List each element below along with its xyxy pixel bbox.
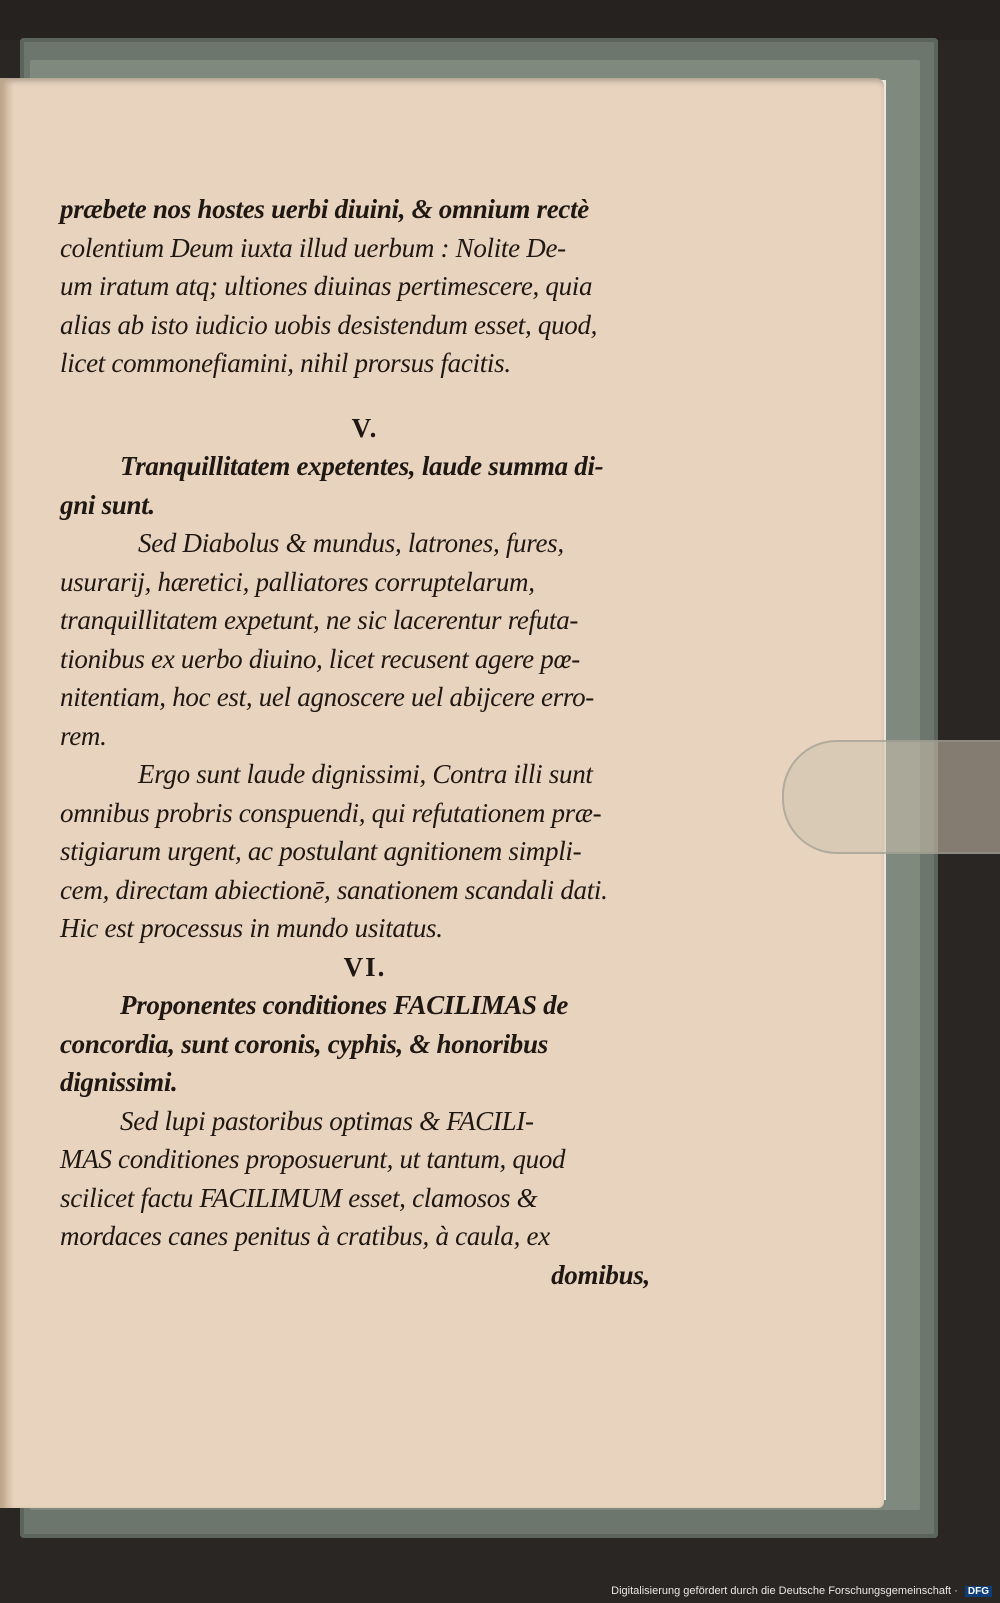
text-line: nitentiam, hoc est, uel agnoscere uel abijcere erro-: [60, 682, 594, 712]
background-top: [0, 0, 1000, 40]
section-heading: concordia, sunt coronis, cyphis, & honoribus: [60, 1028, 548, 1059]
section-heading: dignissimi.: [60, 1067, 178, 1097]
footer-credit-text: Digitalisierung gefördert durch die Deutsche Forschungsgemeinschaft ·: [611, 1585, 958, 1597]
page-clip: [782, 740, 1000, 854]
text-line: MAS conditiones proposuerunt, ut tantum, quod: [60, 1144, 566, 1174]
text-line: omnibus probris conspuendi, qui refutationem præ-: [60, 797, 602, 828]
page-spine-shadow: [0, 78, 14, 1508]
section-number: V.: [351, 412, 379, 443]
catchword: domibus,: [551, 1259, 650, 1290]
text-line: licet commonefiamini, nihil prorsus facitis.: [60, 348, 511, 378]
text-line: mordaces canes penitus à cratibus, à caula, ex: [60, 1221, 550, 1251]
text-line: um iratum atq; ultiones diuinas pertimescere, quia: [60, 271, 593, 301]
text-line: scilicet factu FACILIMUM esset, clamosos &: [60, 1182, 538, 1213]
section-heading: gni sunt.: [60, 489, 155, 520]
text-line: cem, directam abiectionē, sanationem scandali dati.: [60, 874, 608, 905]
text-line: rem.: [60, 720, 107, 751]
text-line: alias ab isto iudicio uobis desistendum esset, quod,: [60, 309, 598, 340]
text-line: Ergo sunt laude dignissimi, Contra illi sunt: [138, 759, 593, 789]
page-text: [60, 190, 670, 1294]
text-line: Sed Diabolus & mundus, latrones, fures,: [138, 528, 564, 558]
text-line: usurarij, hæretici, palliatores corruptelarum,: [60, 566, 535, 597]
text-line: colentium Deum iuxta illud uerbum : Nolite De-: [60, 232, 566, 263]
text-line: tionibus ex uerbo diuino, licet recusent agere pœ-: [60, 643, 580, 674]
section-heading: Tranquillitatem expetentes, laude summa di-: [120, 451, 604, 481]
dfg-logo: DFG: [965, 1586, 992, 1597]
text-line: stigiarum urgent, ac postulant agnitionem simpli-: [60, 836, 582, 866]
text-line: Hic est processus in mundo usitatus.: [60, 913, 443, 943]
section-number: VI.: [343, 951, 387, 982]
section-heading: Proponentes conditiones FACILIMAS de: [120, 990, 569, 1020]
footer-credit: [611, 1585, 992, 1597]
text-line: Sed lupi pastoribus optimas & FACILI-: [120, 1105, 534, 1136]
text-line: præbete nos hostes uerbi diuini, & omnium rectè: [60, 194, 589, 224]
text-line: tranquillitatem expetunt, ne sic lacerentur refuta-: [60, 605, 579, 635]
